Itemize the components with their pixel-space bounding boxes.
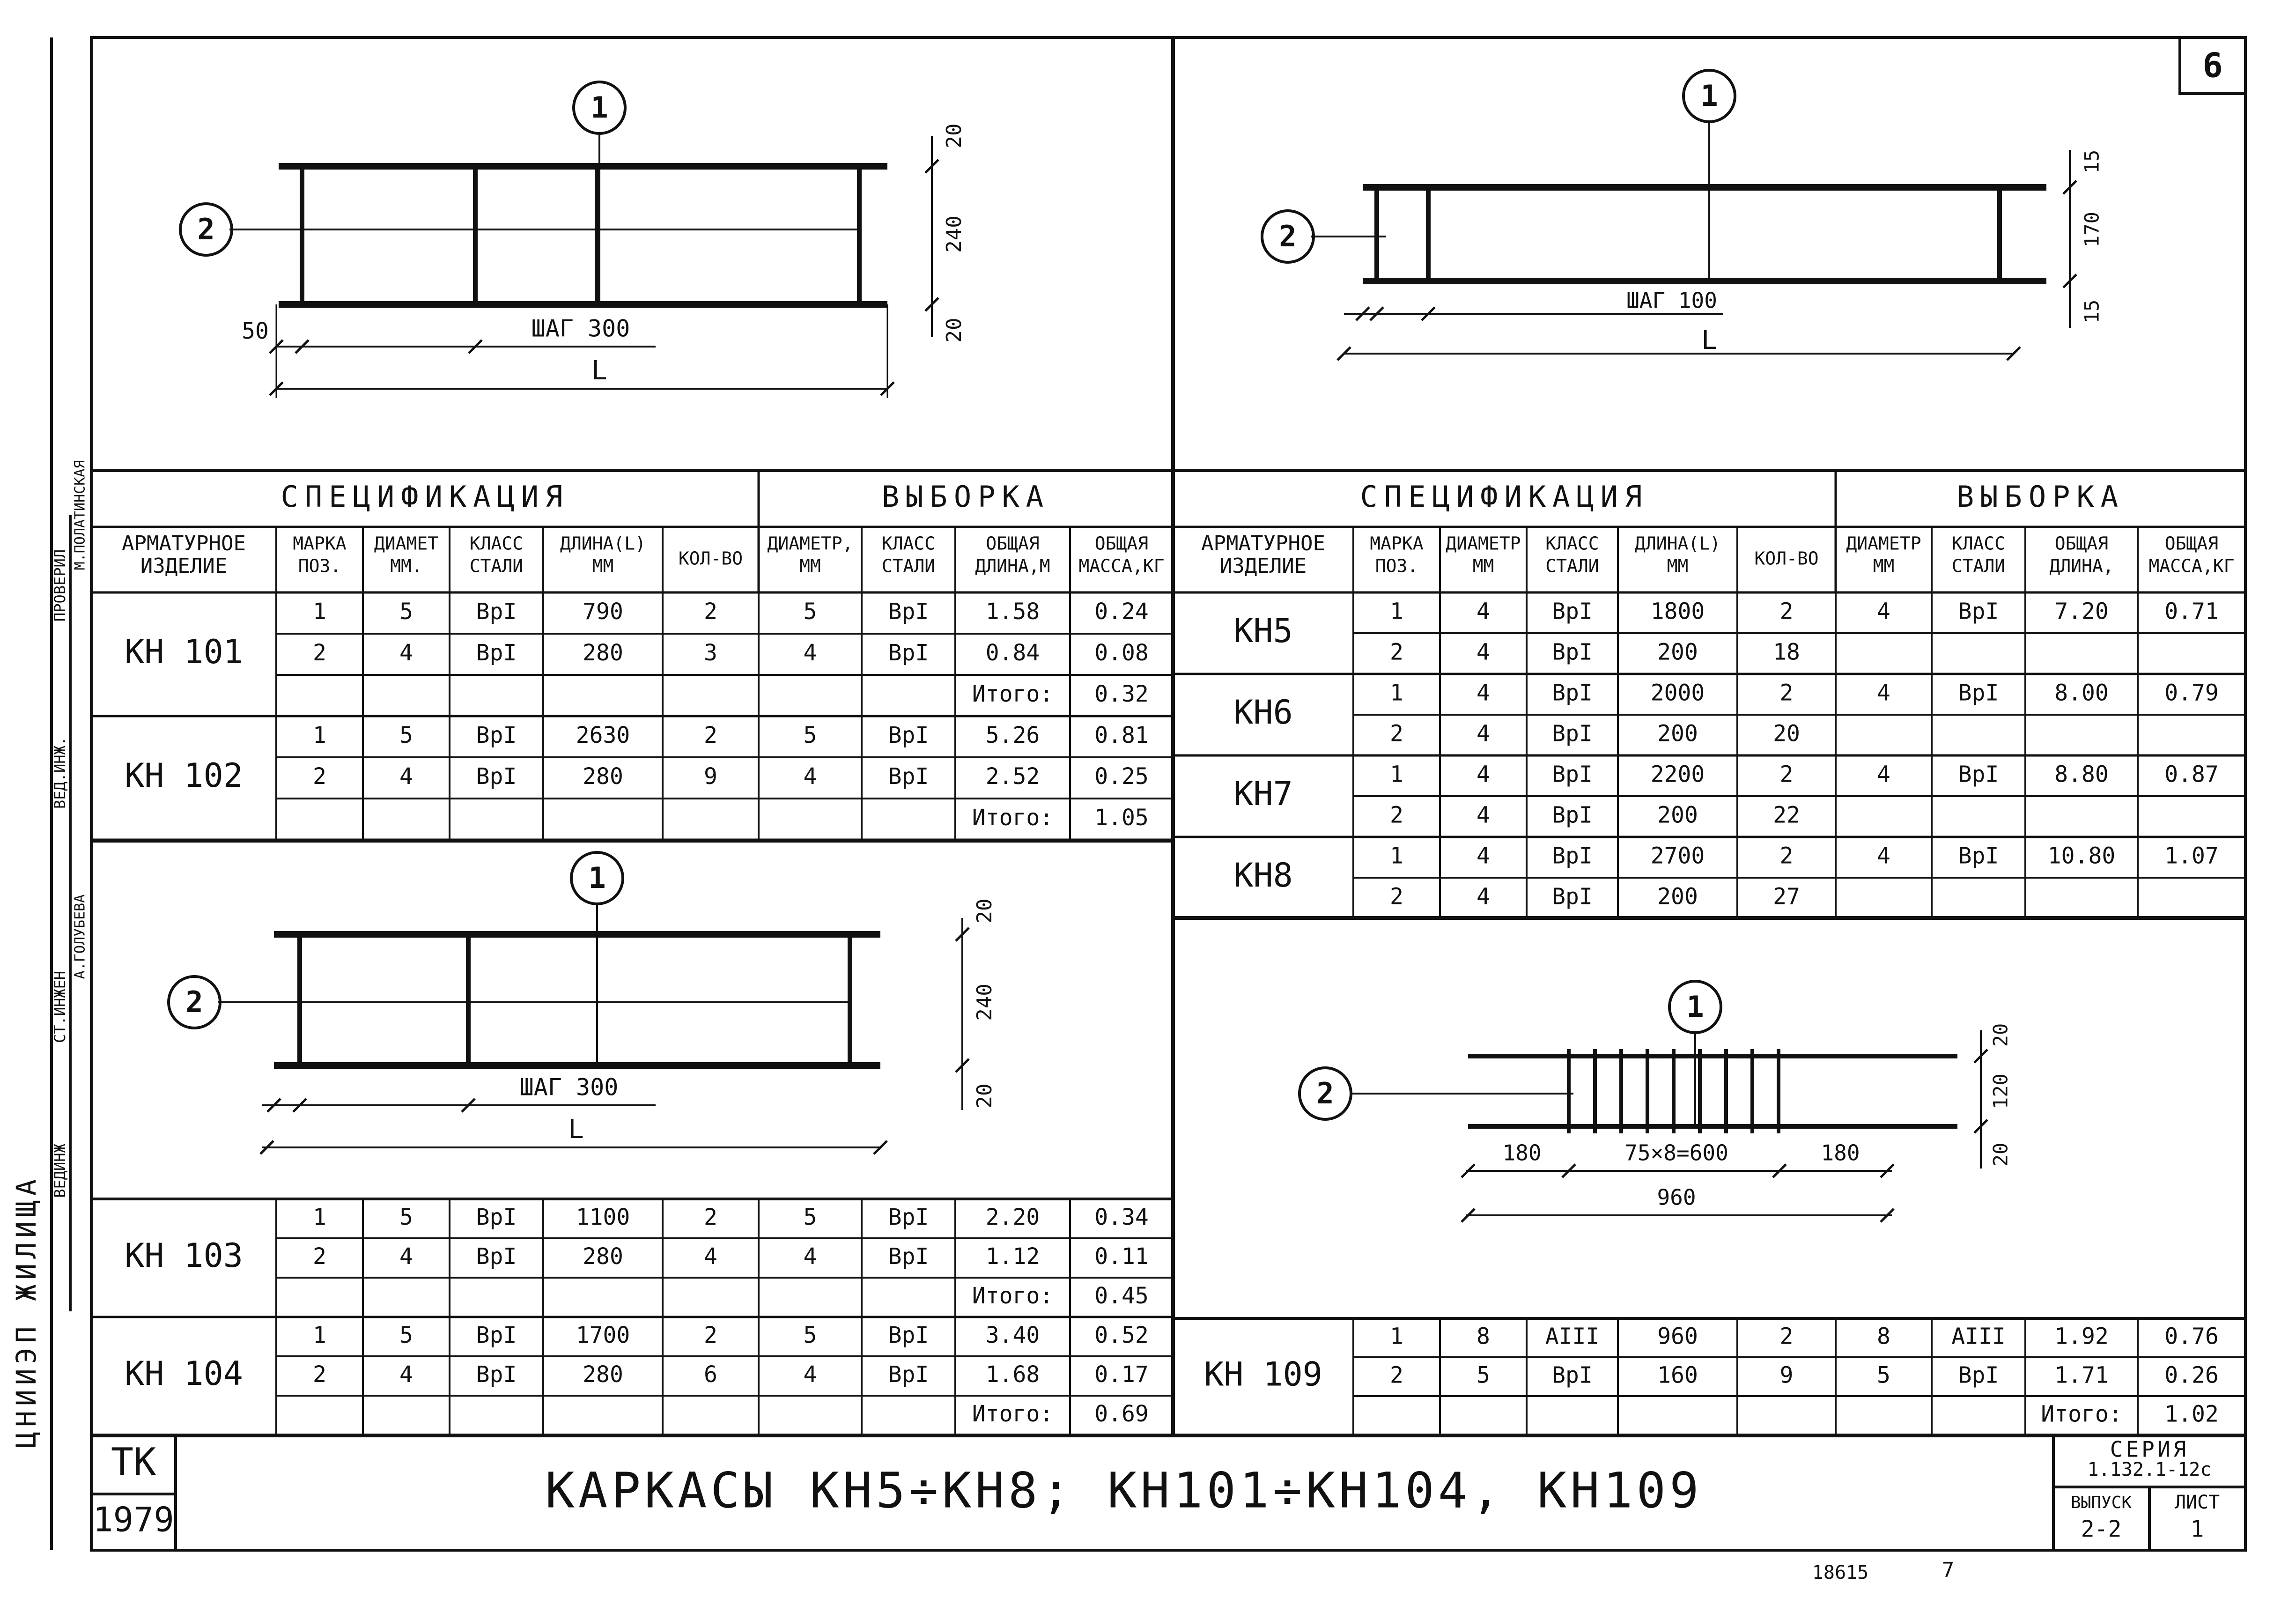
a-length: L: [591, 355, 607, 386]
series-value: 1.132.1-12с: [2087, 1459, 2212, 1480]
left-cell: 0.84: [985, 640, 1040, 666]
outer-frame: [91, 37, 2245, 1550]
side-stamp-role-0: ВЕДИНЖ: [51, 1144, 69, 1198]
kn109-cell: 160: [1657, 1362, 1698, 1389]
right-cell: 27: [1773, 883, 1800, 910]
kn109-cell: 1.71: [2054, 1362, 2109, 1389]
right-item-КН7: КН7: [1233, 775, 1293, 814]
right-col-header-9-b: МАССА,КГ: [2148, 555, 2235, 577]
kn109-cell: 0.76: [2164, 1323, 2219, 1350]
right-cell: 2000: [1650, 680, 1705, 706]
left-col-header-2-a: ДИАМЕТ: [374, 533, 439, 554]
page-label: ЛИСТ: [2174, 1492, 2220, 1513]
left-cell: 2: [313, 763, 326, 790]
b-dim-top: 15: [2080, 149, 2104, 174]
left-cell: 4: [803, 763, 817, 790]
left-cell: 1: [313, 599, 326, 625]
left-col-header-9-a: ОБЩАЯ: [1094, 533, 1149, 554]
stamp-year: 1979: [93, 1500, 174, 1539]
left-cell: 0.24: [1094, 599, 1149, 625]
stamp-code: ТК: [111, 1440, 156, 1484]
left-cell: 3: [704, 640, 717, 666]
left-cell: ВрI: [888, 722, 929, 748]
left-bottom-cell: Итого:: [972, 1401, 1054, 1427]
a-dim-mid: 240: [942, 215, 966, 253]
side-stamp-role-3: ПРОВЕРИЛ: [51, 549, 69, 622]
right-item-КН6: КН6: [1233, 693, 1293, 732]
left-col-header-4-b: ММ: [592, 555, 614, 577]
left-bottom-cell: 0.34: [1094, 1204, 1149, 1230]
right-cell: 200: [1657, 639, 1698, 666]
left-bottom-cell: ВрI: [476, 1322, 517, 1348]
d-pos2-label: 2: [1316, 1076, 1334, 1111]
left-col-header-2-b: ММ.: [390, 555, 422, 577]
right-cell: 8.80: [2054, 761, 2109, 788]
right-item-КН5: КН5: [1233, 612, 1293, 651]
d-seg-left: 180: [1502, 1140, 1542, 1166]
left-col-header-7-a: КЛАСС: [881, 533, 936, 554]
left-cell: 2630: [576, 722, 630, 748]
right-cell: 2200: [1650, 761, 1705, 788]
left-cell: 5: [803, 722, 817, 748]
right-cell: 4: [1877, 680, 1890, 706]
kn109-cell: ВрI: [1552, 1362, 1593, 1389]
left-cell: 5: [399, 722, 413, 748]
left-bottom-cell: ВрI: [888, 1243, 929, 1270]
bottom-number-2: 7: [1942, 1558, 1955, 1582]
left-bottom-cell: 0.52: [1094, 1322, 1149, 1348]
left-bottom-cell: 280: [583, 1361, 623, 1388]
right-cell: 0.79: [2164, 680, 2219, 706]
left-bottom-cell: Итого:: [972, 1283, 1054, 1309]
b-step: ШАГ 100: [1626, 288, 1717, 313]
series-label: СЕРИЯ: [2110, 1436, 2189, 1462]
bottom-number-1: 18615: [1812, 1562, 1869, 1583]
left-cell: 2.52: [985, 763, 1040, 790]
right-cell: 2: [1779, 761, 1794, 788]
right-cell: ВрI: [1958, 680, 1999, 706]
a-dim-top: 20: [942, 123, 966, 148]
left-bottom-cell: 5: [803, 1322, 817, 1348]
right-cell: 4: [1477, 802, 1490, 828]
left-bottom-cell: 0.69: [1094, 1401, 1149, 1427]
left-col-header-1-b: ПОЗ.: [298, 555, 341, 577]
right-col-header-0-a: АРМАТУРНОЕ: [1201, 532, 1325, 555]
right-cell: ВрI: [1552, 761, 1593, 788]
right-col-header-4-a: ДЛИНА(L): [1634, 533, 1721, 554]
left-cell: 1.05: [1094, 805, 1149, 831]
left-bottom-cell: 5: [803, 1204, 817, 1230]
side-stamp-name-3: М.ПОЛАТИНСКАЯ: [72, 460, 89, 570]
left-cell: 790: [583, 599, 623, 625]
left-bottom-cell: 280: [583, 1243, 623, 1270]
left-cell: ВрI: [888, 599, 929, 625]
right-cell: 200: [1657, 720, 1698, 747]
right-cell: 2: [1779, 680, 1794, 706]
left-bottom-cell: 2.20: [985, 1204, 1040, 1230]
right-cell: 2: [1390, 720, 1403, 747]
right-cell: ВрI: [1958, 843, 1999, 869]
left-bottom-item-КН104: КН 104: [125, 1354, 243, 1393]
left-bottom-cell: 2: [313, 1361, 326, 1388]
left-bottom-cell: 4: [704, 1243, 717, 1270]
left-bottom-cell: 1700: [576, 1322, 630, 1348]
left-bottom-cell: 1: [313, 1204, 326, 1230]
right-cell: 0.87: [2164, 761, 2219, 788]
left-bottom-cell: 4: [399, 1361, 413, 1388]
right-cell: 1.07: [2164, 843, 2219, 869]
left-col-header-0-a: АРМАТУРНОЕ: [122, 532, 246, 555]
left-col-header-9-b: МАССА,КГ: [1078, 555, 1165, 577]
right-col-header-7-b: СТАЛИ: [1951, 555, 2006, 577]
kn109-cell: 960: [1657, 1323, 1698, 1350]
kn109-cell: 5: [1477, 1362, 1490, 1389]
right-spec-title: СПЕЦИФИКАЦИЯ: [1360, 480, 1649, 514]
right-cell: 2: [1779, 843, 1794, 869]
right-cell: ВрI: [1552, 720, 1593, 747]
right-cell: 200: [1657, 802, 1698, 828]
right-cell: ВрI: [1958, 598, 1999, 625]
kn109-cell: 5: [1877, 1362, 1890, 1389]
side-stamp-org: ЦНИИЭП ЖИЛИЩА: [10, 1175, 43, 1448]
right-cell: 18: [1773, 639, 1800, 666]
right-cell: 1: [1390, 680, 1403, 706]
left-cell: ВрI: [888, 763, 929, 790]
right-cell: 4: [1477, 761, 1490, 788]
right-cell: 4: [1477, 680, 1490, 706]
right-col-header-1-b: ПОЗ.: [1375, 555, 1418, 577]
right-cell: 4: [1477, 598, 1490, 625]
right-cell: 7.20: [2054, 598, 2109, 625]
left-col-header-8-a: ОБЩАЯ: [986, 533, 1040, 554]
left-cell: ВрI: [476, 599, 517, 625]
left-bottom-cell: ВрI: [888, 1204, 929, 1230]
right-cell: 4: [1477, 720, 1490, 747]
left-cell: 5.26: [985, 722, 1040, 748]
kn109-cell: 2: [1779, 1323, 1794, 1350]
right-cell: 4: [1477, 843, 1490, 869]
right-cell: ВрI: [1552, 639, 1593, 666]
right-cell: 0.71: [2164, 598, 2219, 625]
right-cell: 2: [1779, 598, 1794, 625]
left-cell: 4: [399, 640, 413, 666]
left-bottom-cell: 1.68: [985, 1361, 1040, 1388]
left-cell: 0.32: [1094, 681, 1149, 707]
right-col-header-8-b: ДЛИНА,: [2049, 555, 2114, 577]
side-stamp-role-2: ВЕД.ИНЖ.: [51, 736, 69, 809]
left-cell: 0.25: [1094, 763, 1149, 790]
d-pos1-label: 1: [1686, 990, 1704, 1024]
right-cell: 1: [1390, 598, 1403, 625]
right-cell: 20: [1773, 720, 1800, 747]
right-cell: 4: [1477, 883, 1490, 910]
d-total: 960: [1657, 1184, 1696, 1210]
left-col-header-5: КОЛ-ВО: [678, 548, 743, 569]
left-cell: 9: [704, 763, 717, 790]
right-col-header-3-a: КЛАСС: [1545, 533, 1599, 554]
kn109-cell: 2: [1390, 1362, 1403, 1389]
right-cell: ВрI: [1958, 761, 1999, 788]
left-col-header-4-a: ДЛИНА(L): [560, 533, 646, 554]
left-col-header-1-a: МАРКА: [293, 533, 347, 554]
d-seg-mid: 75×8=600: [1624, 1140, 1728, 1166]
left-bottom-cell: 1: [313, 1322, 326, 1348]
kn109-cell: АIII: [1951, 1323, 2006, 1350]
right-item-КН8: КН8: [1233, 856, 1293, 895]
left-col-header-6-a: ДИАМЕТР,: [767, 533, 853, 554]
left-item-КН102: КН 102: [125, 756, 243, 795]
kn109-cell: 9: [1779, 1362, 1794, 1389]
b-pos2-label: 2: [1279, 219, 1297, 254]
b-dim-bot: 15: [2080, 299, 2104, 324]
left-cell: 2: [704, 599, 717, 625]
left-bottom-cell: 4: [803, 1243, 817, 1270]
left-cell: 0.08: [1094, 640, 1149, 666]
c-dim-top: 20: [973, 898, 997, 924]
right-col-header-6-a: ДИАМЕТР: [1846, 533, 1921, 554]
right-vyborka-title: ВЫБОРКА: [1956, 480, 2125, 514]
left-cell: ВрI: [476, 722, 517, 748]
left-bottom-cell: 2: [704, 1322, 717, 1348]
left-bottom-cell: ВрI: [476, 1204, 517, 1230]
right-col-header-8-a: ОБЩАЯ: [2054, 533, 2109, 554]
kn109-cell: ВрI: [1958, 1362, 1999, 1389]
issue-value: 2-2: [2081, 1516, 2122, 1542]
left-bottom-cell: 0.45: [1094, 1283, 1149, 1309]
left-bottom-item-КН103: КН 103: [125, 1236, 243, 1275]
left-cell: Итого:: [972, 681, 1054, 707]
left-bottom-cell: 1100: [576, 1204, 630, 1230]
left-cell: 2: [704, 722, 717, 748]
d-dim-bot: 20: [1989, 1142, 2012, 1167]
right-cell: 2700: [1650, 843, 1705, 869]
b-pos1-label: 1: [1700, 79, 1718, 113]
left-col-header-8-b: ДЛИНА,М: [975, 555, 1050, 577]
left-bottom-cell: 4: [399, 1243, 413, 1270]
right-col-header-1-a: МАРКА: [1370, 533, 1424, 554]
a-dim-left: 50: [242, 318, 269, 344]
right-col-header-2-a: ДИАМЕТР: [1446, 533, 1521, 554]
right-cell: 4: [1877, 598, 1890, 625]
right-cell: 200: [1657, 883, 1698, 910]
left-cell: Итого:: [972, 805, 1054, 831]
right-cell: 8.00: [2054, 680, 2109, 706]
left-bottom-cell: ВрI: [476, 1243, 517, 1270]
kn109-cell: 0.26: [2164, 1362, 2219, 1389]
kn109-cell: 1.02: [2164, 1401, 2219, 1427]
right-cell: 2: [1390, 883, 1403, 910]
right-col-header-7-a: КЛАСС: [1951, 533, 2006, 554]
left-col-header-0-b: ИЗДЕЛИЕ: [140, 554, 228, 578]
left-bottom-cell: 6: [704, 1361, 717, 1388]
kn109-cell: 1.92: [2054, 1323, 2109, 1350]
left-cell: 280: [583, 640, 623, 666]
right-cell: 22: [1773, 802, 1800, 828]
d-dim-mid: 120: [1989, 1073, 2012, 1109]
right-cell: 1: [1390, 761, 1403, 788]
left-cell: 4: [803, 640, 817, 666]
right-col-header-4-b: ММ: [1667, 555, 1689, 577]
a-pos1-label: 1: [591, 90, 608, 125]
left-cell: 5: [399, 599, 413, 625]
a-pos2-label: 2: [197, 212, 215, 247]
left-bottom-cell: 2: [704, 1204, 717, 1230]
kn109-cell: АIII: [1545, 1323, 1600, 1350]
c-dim-bot: 20: [973, 1083, 997, 1109]
right-col-header-5: КОЛ-ВО: [1754, 548, 1819, 569]
left-spec-title: СПЕЦИФИКАЦИЯ: [281, 480, 569, 514]
right-col-header-3-b: СТАЛИ: [1545, 555, 1599, 577]
left-item-КН101: КН 101: [125, 633, 243, 672]
c-pos1-label: 1: [588, 861, 606, 895]
d-dim-top: 20: [1989, 1023, 2012, 1047]
left-cell: 1.58: [985, 599, 1040, 625]
left-bottom-cell: 0.17: [1094, 1361, 1149, 1388]
left-cell: 5: [803, 599, 817, 625]
right-cell: ВрI: [1552, 843, 1593, 869]
a-dim-bot: 20: [942, 318, 966, 343]
issue-label: ВЫПУСК: [2070, 1493, 2132, 1512]
left-cell: 280: [583, 763, 623, 790]
d-seg-right: 180: [1821, 1140, 1860, 1166]
left-bottom-cell: ВрI: [888, 1361, 929, 1388]
left-cell: ВрI: [888, 640, 929, 666]
left-bottom-cell: ВрI: [888, 1322, 929, 1348]
right-cell: ВрI: [1552, 680, 1593, 706]
page-value: 1: [2190, 1516, 2204, 1542]
right-cell: 10.80: [2047, 843, 2116, 869]
page-number: 6: [2202, 45, 2223, 85]
side-stamp-role-1: СТ.ИНЖЕН: [51, 970, 69, 1043]
c-dim-mid: 240: [973, 984, 997, 1021]
left-col-header-3-a: КЛАСС: [469, 533, 524, 554]
right-cell: ВрI: [1552, 883, 1593, 910]
kn109-cell: 1: [1390, 1323, 1403, 1350]
left-bottom-cell: ВрI: [476, 1361, 517, 1388]
kn109-cell: 8: [1877, 1323, 1890, 1350]
c-step: ШАГ 300: [519, 1073, 619, 1101]
right-cell: 2: [1390, 802, 1403, 828]
left-cell: 0.81: [1094, 722, 1149, 748]
left-vyborka-title: ВЫБОРКА: [881, 480, 1050, 514]
c-pos2-label: 2: [185, 985, 203, 1020]
right-col-header-6-b: ММ: [1873, 555, 1895, 577]
right-col-header-9-a: ОБЩАЯ: [2164, 533, 2219, 554]
left-bottom-cell: 5: [399, 1322, 413, 1348]
right-cell: 4: [1877, 843, 1890, 869]
left-bottom-cell: 2: [313, 1243, 326, 1270]
left-cell: ВрI: [476, 763, 517, 790]
left-cell: 2: [313, 640, 326, 666]
left-col-header-3-b: СТАЛИ: [469, 555, 524, 577]
left-cell: 1: [313, 722, 326, 748]
left-bottom-cell: 1.12: [985, 1243, 1040, 1270]
kn109-cell: Итого:: [2041, 1401, 2122, 1427]
sheet-title: КАРКАСЫ КН5÷КН8; КН101÷КН104, КН109: [545, 1462, 1703, 1519]
right-cell: 4: [1477, 639, 1490, 666]
side-stamp-name-1: А.ГОЛУБЕВА: [72, 894, 89, 979]
b-length: L: [1701, 325, 1717, 356]
kn109-item-КН109: КН 109: [1204, 1355, 1322, 1394]
right-cell: ВрI: [1552, 802, 1593, 828]
left-bottom-cell: 3.40: [985, 1322, 1040, 1348]
left-bottom-cell: 5: [399, 1204, 413, 1230]
right-cell: ВрI: [1552, 598, 1593, 625]
right-cell: 1: [1390, 843, 1403, 869]
right-cell: 2: [1390, 639, 1403, 666]
left-cell: ВрI: [476, 640, 517, 666]
right-cell: 1800: [1650, 598, 1705, 625]
left-col-header-7-b: СТАЛИ: [881, 555, 936, 577]
c-length: L: [568, 1114, 584, 1145]
left-col-header-6-b: ММ: [799, 555, 821, 577]
left-bottom-cell: 4: [803, 1361, 817, 1388]
left-cell: 4: [399, 763, 413, 790]
right-col-header-2-b: ММ: [1472, 555, 1494, 577]
right-col-header-0-b: ИЗДЕЛИЕ: [1219, 554, 1307, 578]
left-bottom-cell: 0.11: [1094, 1243, 1149, 1270]
b-dim-mid: 170: [2080, 212, 2104, 247]
kn109-cell: 8: [1477, 1323, 1490, 1350]
right-cell: 4: [1877, 761, 1890, 788]
a-step: ШАГ 300: [531, 315, 630, 342]
